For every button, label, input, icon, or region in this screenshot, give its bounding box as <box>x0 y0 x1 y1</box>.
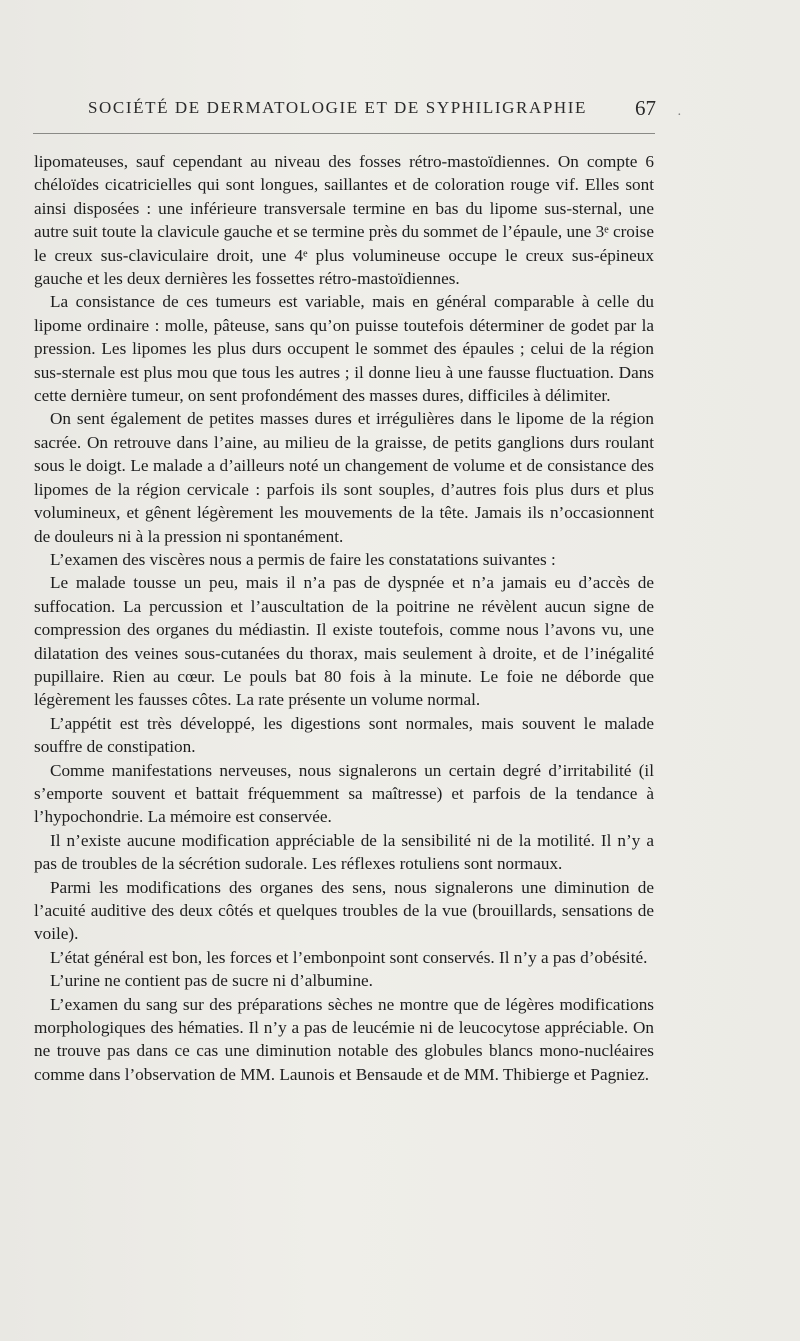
paragraph: La consistance de ces tumeurs est variable, mais en général comparable à celle du lipome ordinaire : molle, pâteuse, sans qu’on puisse toutefois déterminer de godet par la pression. Les lipomes les plus durs occupent le sommet des épaules ; celui de la région sus-sternale est plus mou que tous les autres ; il donne lieu à une fausse fluctuation. Dans cette dernière tumeur, on sent profondément des masses dures, difficiles à délimiter. <box>34 292 654 406</box>
running-header <box>88 98 658 118</box>
paragraph: On sent également de petites masses dures et irrégulières dans le lipome de la région sacrée. On retrouve dans l’aine, au milieu de la graisse, de petits ganglions durs roulant sous le doigt. Le malade a d’ailleurs noté un changement de volume et de consistance des lipomes de la région cervicale : parfois ils sont souples, d’autres fois plus durs et plus volumineux, et gênent légèrement les mouvements de la tête. Jamais ils n’occasionnent de douleurs ni à la pression ni spontanément. <box>34 409 654 546</box>
running-title: SOCIÉTÉ DE DERMATOLOGIE ET DE SYPHILIGRAPHIE <box>88 98 588 117</box>
body-text <box>34 150 654 1086</box>
header-rule <box>33 133 655 134</box>
paragraph: L’urine ne contient pas de sucre ni d’albumine. <box>50 971 373 991</box>
paragraph: Le malade tousse un peu, mais il n’a pas de dyspnée et n’a jamais eu d’accès de suffocation. La percussion et l’auscultation de la poitrine ne révèlent aucun signe de compression des organes du médiastin. Il existe toutefois, comme nous l’avons vu, une dilatation des veines sous-cutanées du thorax, mais seulement à droite, et de l’inégalité pupillaire. Rien au cœur. Le pouls bat 80 fois à la minute. Le foie ne déborde que légèrement les fausses côtes. La rate présente un volume normal. <box>34 573 654 710</box>
page-number: 67 <box>635 96 656 120</box>
paragraph: L’état général est bon, les forces et l’embonpoint sont conservés. Il n’y a pas d’obésité. <box>50 947 648 967</box>
paragraph: lipomateuses, sauf cependant au niveau des fosses rétro-mastoïdiennes. On compte 6 chéloïdes cicatricielles qui sont longues, saillantes et de coloration rouge vif. Elles sont ainsi disposées : une inférieure transversale termine en bas du lipome sus-sternal, une autre suit toute la clavicule gauche et se termine près du sommet de l’épaule, une 3ᵉ croise le creux sus-claviculaire droit, une 4ᵉ plus volumineuse occupe le creux sus-épineux gauche et les deux dernières les fossettes rétro-mastoïdiennes. <box>34 152 654 289</box>
paragraph: Il n’existe aucune modification appréciable de la sensibilité ni de la motilité. Il n’y a pas de troubles de la sécrétion sudorale. Les réflexes rotuliens sont normaux. <box>34 830 654 874</box>
paragraph: Parmi les modifications des organes des sens, nous signalerons une diminution de l’acuité auditive des deux côtés et quelques troubles de la vue (brouillards, sensations de voile). <box>34 877 654 944</box>
paragraph: L’examen des viscères nous a permis de faire les constatations suivantes : <box>50 549 556 569</box>
paragraph: Comme manifestations nerveuses, nous signalerons un certain degré d’irritabilité (il s’emporte souvent et battait fréquemment sa maîtresse) et parfois de la tendance à l’hypochondrie. La mémoire est conservée. <box>34 760 654 827</box>
paragraph: L’examen du sang sur des préparations sèches ne montre que de légères modifications morphologiques des hématies. Il n’y a pas de leucémie ni de leucocytose appréciable. On ne trouve pas dans ce cas une diminution notable des globules blancs mono-nucléaires comme dans l’observation de MM. Launois et Bensaude et de MM. Thibierge et Pagniez. <box>34 994 654 1084</box>
margin-speck: · <box>677 108 682 123</box>
paragraph: L’appétit est très développé, les digestions sont normales, mais souvent le malade souffre de constipation. <box>34 713 654 757</box>
